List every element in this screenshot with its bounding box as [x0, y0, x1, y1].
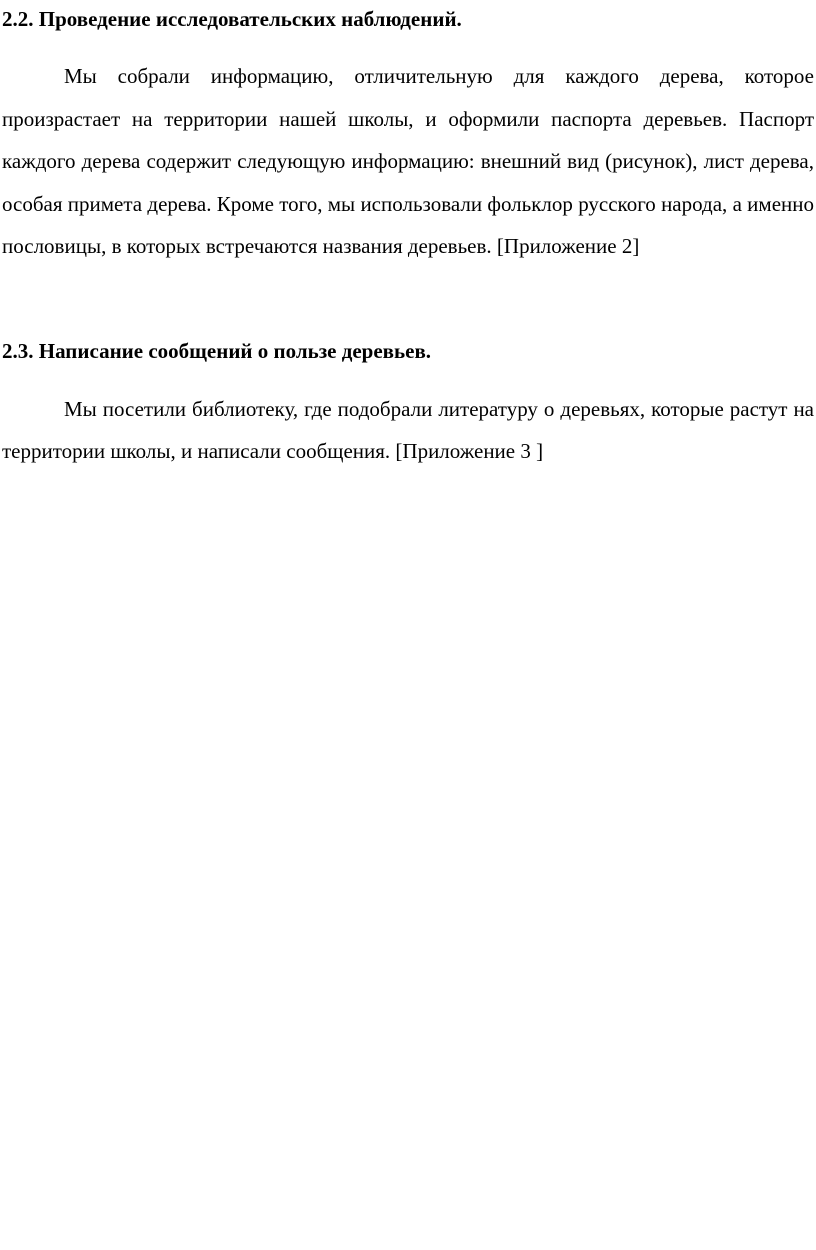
section-2-2-paragraph: Мы собрали информацию, отличительную для каждого дерева, которое произрастает на территории нашей школы, и оформили паспорта деревьев. Паспорт каждого дерева содержит следующую информацию: внешний вид (рисунок), лист дерева, особая примета дерева. Кроме того, мы использовали фольклор русского народа, а именно пословицы, в которых встречаются названия деревьев. [Приложение 2] — [2, 64, 814, 258]
section-2-3-heading: 2.3. Написание сообщений о пользе деревьев. — [2, 338, 432, 363]
document-content — [2, 0, 814, 473]
section-2-2-heading: 2.2. Проведение исследовательских наблюдений. — [2, 7, 462, 31]
section-2-3-paragraph: Мы посетили библиотеку, где подобрали литературу о деревьях, которые растут на территории школы, и написали сообщения. [Приложение 3 ] — [2, 396, 814, 463]
